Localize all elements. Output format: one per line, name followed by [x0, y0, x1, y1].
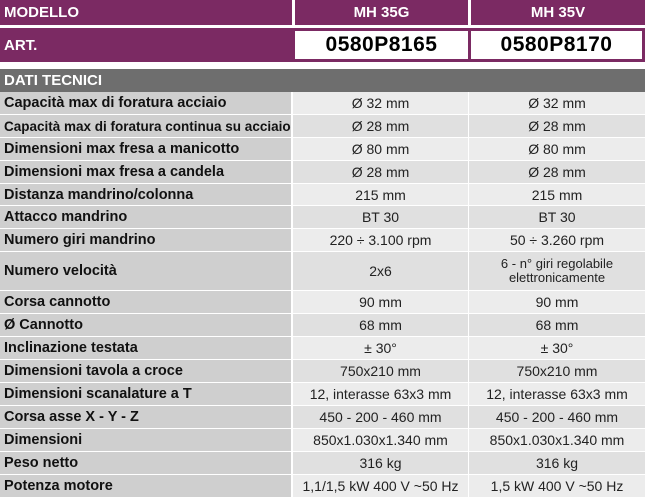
row-label: Inclinazione testata [0, 337, 292, 359]
value-a: 215 mm [292, 184, 468, 205]
model-label: MODELLO [4, 4, 79, 21]
table-row [0, 337, 645, 360]
row-label: Capacità max di foratura acciaio [0, 92, 292, 114]
model-b: MH 35V [468, 0, 645, 25]
row-label: Numero giri mandrino [0, 229, 292, 251]
article-code-a-cell [292, 28, 468, 62]
section-title: DATI TECNICI [4, 72, 103, 89]
value-a: Ø 28 mm [292, 161, 468, 183]
value-a: Ø 80 mm [292, 138, 468, 160]
row-label: Capacità max di foratura continua su acciaio [0, 115, 292, 137]
row-label: Numero velocità [0, 252, 292, 290]
value-a: BT 30 [292, 206, 468, 228]
table-row [0, 252, 645, 291]
value-a: 450 - 200 - 460 mm [292, 406, 468, 428]
value-b: 12, interasse 63x3 mm [468, 383, 645, 405]
value-b: 90 mm [468, 291, 645, 313]
article-code-b-cell [468, 28, 645, 62]
table-row [0, 291, 645, 314]
value-b: 1,5 kW 400 V ~50 Hz [468, 475, 645, 497]
table-row [0, 383, 645, 406]
row-label: Corsa asse X - Y - Z [0, 406, 292, 428]
row-label: Attacco mandrino [0, 206, 292, 228]
article-label: ART. [4, 36, 38, 54]
row-label: Dimensioni [0, 429, 292, 451]
model-row [0, 0, 645, 28]
value-b: 450 - 200 - 460 mm [468, 406, 645, 428]
table-row [0, 229, 645, 252]
section-header [0, 69, 645, 92]
value-b: Ø 80 mm [468, 138, 645, 160]
value-b: BT 30 [468, 206, 645, 228]
article-code-a: 0580P8165 [325, 33, 438, 56]
value-b: Ø 28 mm [468, 115, 645, 137]
value-a: 1,1/1,5 kW 400 V ~50 Hz [292, 475, 468, 497]
table-row [0, 360, 645, 383]
value-b: 850x1.030x1.340 mm [468, 429, 645, 451]
value-a: 850x1.030x1.340 mm [292, 429, 468, 451]
value-a: 316 kg [292, 452, 468, 474]
row-label: Dimensioni max fresa a candela [0, 161, 292, 183]
article-row [0, 28, 645, 62]
table-row [0, 138, 645, 161]
value-b: Ø 32 mm [468, 92, 645, 114]
table-row [0, 184, 645, 206]
value-b: ± 30° [468, 337, 645, 359]
header-gap [0, 62, 645, 69]
table-row [0, 406, 645, 429]
row-label: Dimensioni max fresa a manicotto [0, 138, 292, 160]
value-a: 2x6 [292, 252, 468, 290]
table-row [0, 475, 645, 498]
model-a: MH 35G [292, 0, 468, 25]
value-a: 12, interasse 63x3 mm [292, 383, 468, 405]
table-row [0, 206, 645, 229]
row-label: Corsa cannotto [0, 291, 292, 313]
row-label: Ø Cannotto [0, 314, 292, 336]
value-a: 90 mm [292, 291, 468, 313]
row-label: Dimensioni scanalature a T [0, 383, 292, 405]
table-row [0, 452, 645, 475]
table-row [0, 92, 645, 115]
row-label: Potenza motore [0, 475, 292, 497]
row-label: Peso netto [0, 452, 292, 474]
value-a: ± 30° [292, 337, 468, 359]
value-a: Ø 32 mm [292, 92, 468, 114]
table-row [0, 161, 645, 184]
value-b: 68 mm [468, 314, 645, 336]
value-a: 220 ÷ 3.100 rpm [292, 229, 468, 251]
row-label: Dimensioni tavola a croce [0, 360, 292, 382]
row-label: Distanza mandrino/colonna [0, 184, 292, 205]
value-b: Ø 28 mm [468, 161, 645, 183]
value-b: 316 kg [468, 452, 645, 474]
value-a: 750x210 mm [292, 360, 468, 382]
value-b: 750x210 mm [468, 360, 645, 382]
value-b: 6 - n° giri regolabile elettronicamente [468, 252, 645, 290]
value-a: 68 mm [292, 314, 468, 336]
article-code-b: 0580P8170 [500, 33, 613, 56]
value-b: 215 mm [468, 184, 645, 205]
value-b: 50 ÷ 3.260 rpm [468, 229, 645, 251]
table-row [0, 314, 645, 337]
value-a: Ø 28 mm [292, 115, 468, 137]
table-row [0, 429, 645, 452]
table-row [0, 115, 645, 138]
